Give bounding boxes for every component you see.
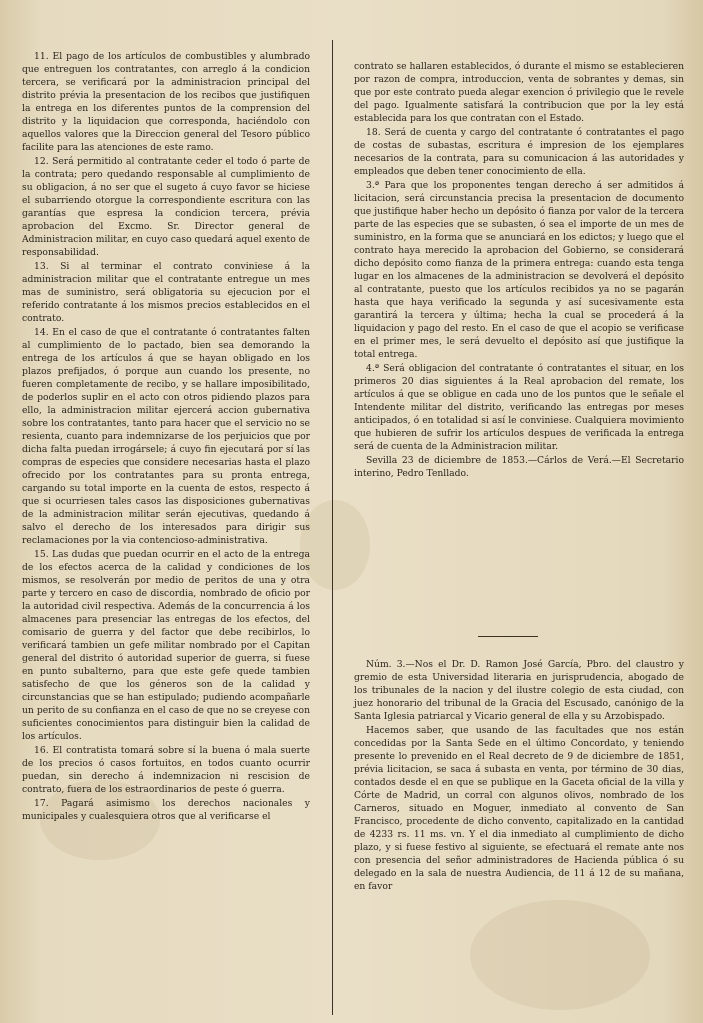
- clause-14: 14. En el caso de que el contratante ó contratantes falten al cumplimiento de lo pactado, bien sea demorando la entrega de los artículos á que se hayan obligado en los plazos prefijados, ó porque aun cuando los presente, no fueren completamente de recibo, y se hallare imposibilitado, de poderlos suplir en el acto con otros pidiendo plazos para ello, la administracion militar ejercerá accion gubernativa sobre los contratantes, tanto para hacer que el servicio no se resienta, cuanto para indemnizarse de los perjuicios que por dicha falta puedan irrogársele; á cuyo fin ejecutará por sí las compras de especies que considere necesarias hasta el plazo ofrecido por los contratantes para su pronta entrega, cargando su total importe en la cuenta de estos, respecto á que si ocurriesen tales casos las disposiciones gubernativas de la administracion militar serán ejecutivas, quedando á salvo el derecho de los interesados para dirigir sus reclamaciones por la via contencioso-administrativa.: [22, 327, 310, 546]
- condition-4: 4.ª Será obligacion del contratante ó contratantes el situar, en los primeros 20 dias siguientes á la Real aprobacion del remate, los artículos á que se obligue en cada uno de los puntos que le señale el Intendente militar del distrito, verificando las entregas por meses anticipados, ó en totalidad si así le conviniese. Cualquiera movimiento que hubieren de sufrir los artículos despues de verificada la entrega será de cuenta de la Administracion militar.: [354, 363, 684, 452]
- clause-12: 12. Será permitido al contratante ceder el todo ó parte de la contrata; pero quedando responsable al cumplimiento de su obligacion, á no ser que el sugeto á cuyo favor se hiciese el subarriendo otorgue la correspondiente escritura con las garantías que espresa la condicion tercera, prévia aprobacion del Excmo. Sr. Director general de Administracion militar, en cuyo caso quedará aquel exento de responsabilidad.: [22, 156, 310, 258]
- right-column-top: [354, 60, 684, 481]
- notice-3-body: Hacemos saber, que usando de las facultades que nos están concedidas por la Santa Sede en el último Concordato, y teniendo presente lo prevenido en el Real decreto de 9 de diciembre de 1851, prévia licitacion, se saca á subasta en venta, por término de 30 dias, contados desde el en que se publique en la Gaceta oficial de la villa y Córte de Madrid, un corral con algunos olivos, nombrado de los Carneros, situado en Moguer, inmediato al convento de San Francisco, procedente de dicho convento, capitalizado en la cantidad de 4233 rs. 11 ms. vn. Y el dia inmediato al cumplimiento de dicho plazo, y si fuese festivo al siguiente, se efectuará el remate ante nos con presencia del señor administradores de Hacienda pública ó su delegado en la sala de nuestra Audiencia, de 11 á 12 de su mañana, en favor: [354, 725, 684, 892]
- clause-11: 11. El pago de los artículos de combustibles y alumbrado que entreguen los contratantes, con arreglo á la condicion tercera, se verificará por la administracion principal del distrito prévia la presentacion de los recibos que justifiquen la entrega en los diferentes puntos de la comprension del distrito y la liquidacion que corresponda, haciéndolo con aquellos valores que la Direccion general del Tesoro público facilite para las atenciones de este ramo.: [22, 51, 310, 153]
- clause-18: 18. Será de cuenta y cargo del contratante ó contratantes el pago de costas de subastas, escritura é impresion de los ejemplares necesarios de la contrata, para su comunicacion á las autoridades y empleados que deben tener conocimiento de ella.: [354, 127, 684, 177]
- clause-17-continued: contrato se hallaren establecidos, ó durante el mismo se establecieren por razon de compra, introduccion, venta de sobrantes y demas, sin que por este contrato pueda alegar exencion ó privilegio que le revele del pago. Igualmente satisfará la contribucion que por la ley está establecida para los que contratan con el Estado.: [354, 61, 684, 124]
- clause-16: 16. El contratista tomará sobre sí la buena ó mala suerte de los precios ó casos fortuitos, en todos cuanto ocurrir puedan, sin derecho á indemnizacion ni rescision de contrato, fuera de los estraordinarios de peste ó guerra.: [22, 745, 310, 795]
- clause-17: 17. Pagará asimismo los derechos nacionales y municipales y cualesquiera otros que al verificarse el: [22, 798, 310, 822]
- signature-line: Sevilla 23 de diciembre de 1853.—Cárlos de Verá.—El Secretario interino, Pedro Tenllado.: [354, 455, 684, 479]
- clause-15: 15. Las dudas que puedan ocurrir en el acto de la entrega de los efectos acerca de la calidad y condiciones de los mismos, se resolverán por medio de peritos de una y otra parte y tercero en caso de discordia, nombrado de oficio por la autoridad civil respectiva. Además de la concurrencia á los almacenes para presenciar las entregas de los efectos, del comisario de guerra y del factor que debe recibirlos, lo verificará tambien un gefe militar nombrado por el Capitan general del distrito ó autoridad superior de guerra, si fuese en punto subalterno, para que este gefe quede tambien satisfecho de que los géneros son de la calidad y circunstancias que se han estipulado; pudiendo acompañarle un perito de su confianza en el caso de que no se creyese con suficientes conocimientos para distinguir bien la calidad de los artículos.: [22, 549, 310, 742]
- right-column-bottom: [354, 658, 684, 894]
- condition-3: 3.ª Para que los proponentes tengan derecho á ser admitidos á licitacion, será circunstancia precisa la presentacion de documento que justifique haber hecho un depósito ó fianza por valor de la tercera parte de las especies que se subasten, ó sea el importe de un mes de suministro, en la forma que se anunciará en los edictos; y luego que el contrato haya merecido la aprobacion del Gobierno, se considerará dicho depósito como fianza de la primera entrega: cuando esta tenga lugar en los almacenes de la administracion se devolverá el depósito al contratante, puesto que los artículos recibidos ya no se pagarán hasta que haya verificado la segunda y así sucesivamente esta garantirá la tercera y última; hecha la cual se procederá á la liquidacion y pago del resto. En el caso de que el acopio se verificase en el primer mes, le será devuelto el depósito así que justifique la total entrega.: [354, 180, 684, 360]
- clause-13: 13. Si al terminar el contrato conviniese á la administracion militar que el contratante entregue un mes mas de suministro, será obligatoria su ejecucion por el referido contratante á los mismos precios establecidos en el contrato.: [22, 261, 310, 324]
- column-divider: [332, 40, 333, 1015]
- left-column: [22, 50, 310, 824]
- notice-3-heading: Núm. 3.—Nos el Dr. D. Ramon José García, Pbro. del claustro y gremio de esta Universidad literaria en jurisprudencia, abogado de los tribunales de la nacion y del ilustre colegio de esta ciudad, con juez honorario del tribunal de la Gracia del Escusado, canónigo de la Santa Iglesia patriarcal y Vicario general de ella y su Arzobispado.: [354, 659, 684, 722]
- section-separator: [478, 636, 538, 637]
